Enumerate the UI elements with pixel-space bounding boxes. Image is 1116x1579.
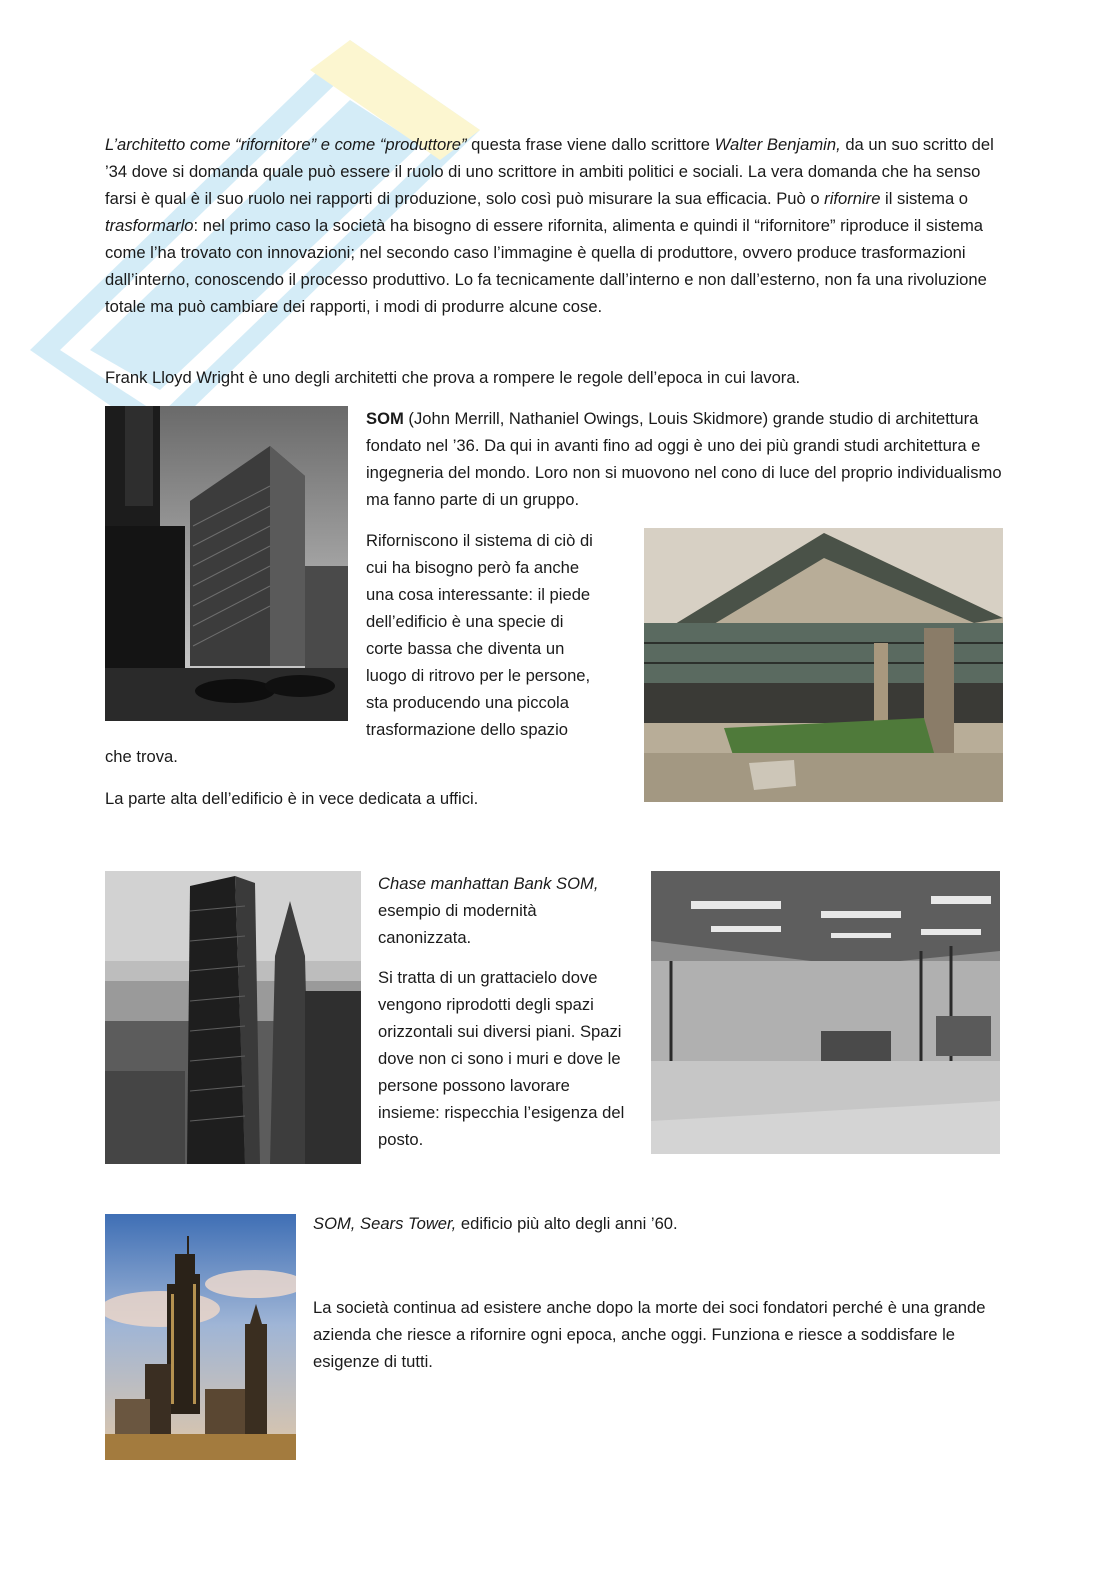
chase-title-italic: Chase manhattan Bank SOM, — [378, 874, 599, 893]
sears-caption: SOM, Sears Tower, edificio più alto degli anni ’60. — [313, 1214, 678, 1233]
intro-quote: L’architetto come “rifornitore” e come “produttore” — [105, 135, 467, 154]
parte-alta-text: La parte alta dell’edificio è in vece dedicata a uffici. — [105, 789, 479, 808]
sears-tower-photo — [105, 1214, 296, 1460]
chase-manhattan-photo — [105, 871, 361, 1164]
riforniscono-paragraph: Riforniscono il sistema di ciò di cui ha bisogno però fa anche una cosa interessante: il piede dell’edificio è una specie di corte bassa che diventa un luogo di ritrovo per le persone, sta producendo una piccola trasformazione dello spazio — [366, 531, 593, 739]
office-interior-photo — [651, 871, 1000, 1154]
sears-description: La società continua ad esistere anche dopo la morte dei soci fondatori perché è una grande azienda che riesce a rifornire ogni epoca, anche oggi. Funziona e riesce a soddisfare le esigenze di tutti. — [313, 1298, 986, 1371]
chase-title: Chase manhattan Bank SOM, esempio di modernità canonizzata. — [378, 874, 599, 947]
che-trova-text: che trova. — [105, 747, 178, 766]
chase-description: Si tratta di un grattacielo dove vengono riprodotti degli spazi orizzontali sui diversi piani. Spazi dove non ci sono i muri e dove le persone possono lavorare insieme: rispecchia l’esigenza del posto. — [378, 968, 625, 1149]
author-name: Walter Benjamin, — [714, 135, 841, 154]
som-bold: SOM — [366, 409, 404, 428]
som-paragraph: SOM (John Merrill, Nathaniel Owings, Louis Skidmore) grande studio di architettura fondato nel ’36. Da qui in avanti fino ad oggi è uno dei più grandi studi architettura e ingegneria del mondo. Loro non si muovono nel cono di luce del proprio individualismo ma fanno parte di un gruppo. — [366, 409, 1002, 509]
courtyard-photo — [644, 528, 1003, 802]
intro-paragraph: L’architetto come “rifornitore” e come “produttore” questa frase viene dallo scrittore Walter Benjamin, da un suo scritto del ’34 dove si domanda quale può essere il ruolo di uno scrittore in ambiti politici e sociali. La vera domanda che ha senso farsi è qual è il suo ruolo nei rapporti di produzione, solo così può misurare la sua efficacia. Può o rifornire il sistema o trasformarlo: nel primo caso la società ha bisogno di essere rifornita, alimenta e quindi il “rifornitore” riproduce il sistema come l’ha trovato con innovazioni; nel secondo caso l’immagine è quella di produttore, ovvero produce trasformazioni dall’interno, conoscendo il processo produttivo. Lo fa tecnicamente dall’interno e non dall’esterno, non fa una rivoluzione totale ma può cambiare dei rapporti, i modi di produrre alcune cose. — [105, 135, 994, 316]
lever-house-photo — [105, 406, 348, 721]
wright-paragraph: Frank Lloyd Wright è uno degli architetti che prova a rompere le regole dell’epoca in cui lavora. — [105, 368, 801, 387]
sears-caption-italic: SOM, Sears Tower, — [313, 1214, 457, 1233]
